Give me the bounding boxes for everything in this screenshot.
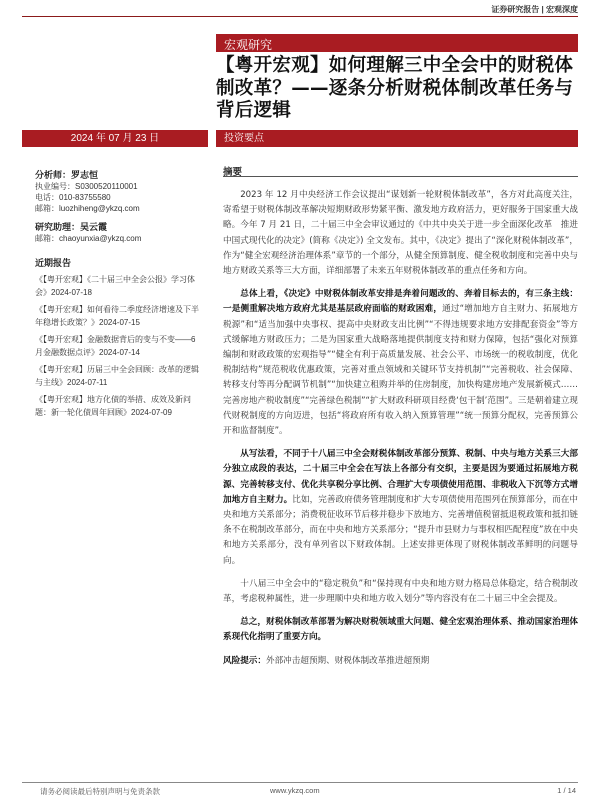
- section-label-bar: [216, 34, 578, 52]
- footer-disclaimer: 请务必阅读最后特别声明与免责条款: [40, 787, 160, 796]
- report-type-header: 证券研究报告 | 宏观深度: [491, 5, 578, 14]
- assistant-line: 邮箱：chaoyunxia@ykzq.com: [35, 234, 142, 243]
- summary-divider: [223, 176, 578, 177]
- section-label: 宏观研究: [224, 38, 273, 52]
- summary-paragraph: 总体上看，《决定》中财税体制改革安排是奔着问题改的、奔着目标去的，有三条主线：一是侧重解决地方政府尤其是基层政府面临的财政困难，通过“增加地方自主财力、拓展地方税源”和“适当加强中央事权、提高中央财政支出比例”“不得违规要求地方安排配套资金”等方式缓解地方财政压力；二是为国家重大战略落地提供制度支持和财力保障，包括“强化对预算编制和财政政策的宏观指导”“健全有利于高质量发展、社会公平、市场统一的税收制度，优化税制结构”规范税收优惠政策，完善对重点领域和关键环节支持机制”“完善税收、社会保障、转移支付等再分配调节机制”“加快建立租购并举的住房制度，加快构建房地产发展新模式……完善房地产税收制度”“完善绿色税制”“扩大财政科研项目经费‘包干制’范围”。三是朝着建立现代财税制度的方向迈进，包括“将政府所有收入纳入预算管理”“统一预算分配权，完善预算公开和监督制度”。: [223, 289, 578, 437]
- recent-report-link[interactable]: 《【粤开宏观】金融数据背后的变与不变——6 月金融数据点评》2024-07-14: [35, 335, 196, 357]
- analyst-line: 邮箱：luozhiheng@ykzq.com: [35, 204, 140, 213]
- summary-paragraph: 总之，财税体制改革部署为解决财税领域重大问题、健全宏观治理体系、推动国家治理体系现代化指明了重要方向。: [223, 617, 578, 643]
- summary-paragraph: 从写法看，不同于十八届三中全会财税体制改革部分预算、税制、中央与地方关系三大部分独立成段的表达，二十届三中全会在写法上各部分有交织，主要是因为要通过拓展地方税源、完善转移支付、优化共享税分享比例、合理扩大专项债使用范围、非税收入下沉等方式增加地方自主财力。比如，完善政府债务管理制度和扩大专项债使用范围列在预算部分，而在中央和地方关系部分；消费税征收环节后移并稳步下放地方、完善增值税留抵退税政策和抵扣链条不在税制改革部分，而在中央和地方关系部分；“提升市县财力与事权相匹配程度”放在中央和地方关系部分，没有单列省以下财政体制。上述安排更体现了财税体制改革鲜明的问题导向。: [223, 449, 578, 566]
- analyst-line: 电话：010-83755580: [35, 193, 111, 202]
- analyst-line: 执业编号：S0300520110001: [35, 182, 138, 191]
- summary-body: [223, 188, 578, 677]
- sidebar: [35, 164, 205, 419]
- summary-paragraph: 2023 年 12 月中央经济工作会议提出“谋划新一轮财税体制改革”，各方对此高度关注，寄希望于财税体制改革解决短期财政形势紧平衡、激发地方政府活力，更好服务于国家重大战略。今年 7 月 21 日，二十届三中全会审议通过的《中共中央关于进一步全面深化改革 推进中国式现代化的决定》(简称《决定》) 全文发布。其中，《决定》提出了“深化财税体制改革”，作为“健全宏观经济治理体系”章节的一个部分，从健全预算制度、健全税收制度和完善中央与地方财政关系等三大方面，详细部署了未来五年财税体制改革的重点任务和方向。: [223, 190, 578, 277]
- assistant-label: 研究助理：吴云霞: [35, 222, 108, 232]
- risk-warning: 风险提示：外部冲击超预期、财税体制改革推进超预期: [223, 655, 430, 666]
- report-title: 【粤开宏观】如何理解三中全会中的财税体制改革？——逐条分析财税体制改革任务与背后逻辑: [216, 55, 574, 121]
- recent-report-link[interactable]: 《【粤开宏观】地方化债的举措、成效及新问题：新一轮化债周年回顾》2024-07-09: [35, 395, 191, 417]
- recent-report-link[interactable]: 《【粤开宏观】如何看待二季度经济增速及下半年稳增长政策？》2024-07-15: [35, 305, 199, 327]
- summary-title: 摘要: [223, 167, 243, 178]
- recent-reports-label: 近期报告: [35, 258, 72, 268]
- footer-website[interactable]: www.ykzq.com: [270, 786, 320, 795]
- footer-divider: [22, 782, 578, 783]
- recent-report-link[interactable]: 《【粤开宏观】《二十届三中全会公报》学习体会》2024-07-18: [35, 275, 195, 297]
- page-number: 1 / 14: [557, 786, 576, 795]
- analyst-label: 分析师：罗志恒: [35, 170, 99, 180]
- report-date: 2024 年 07 月 23 日: [22, 130, 208, 147]
- summary-paragraph: 十八届三中全会中的“稳定税负”和“保持现有中央和地方财力格局总体稳定，结合税制改革，考虑税种属性，进一步理顺中央和地方收入划分”等内容没有在二十届三中全会提及。: [223, 578, 578, 605]
- investment-points-label: 投资要点: [216, 130, 578, 147]
- header-divider: [22, 16, 578, 17]
- recent-report-link[interactable]: 《【粤开宏观】历届三中全会回顾：改革的逻辑与主线》2024-07-11: [35, 365, 199, 387]
